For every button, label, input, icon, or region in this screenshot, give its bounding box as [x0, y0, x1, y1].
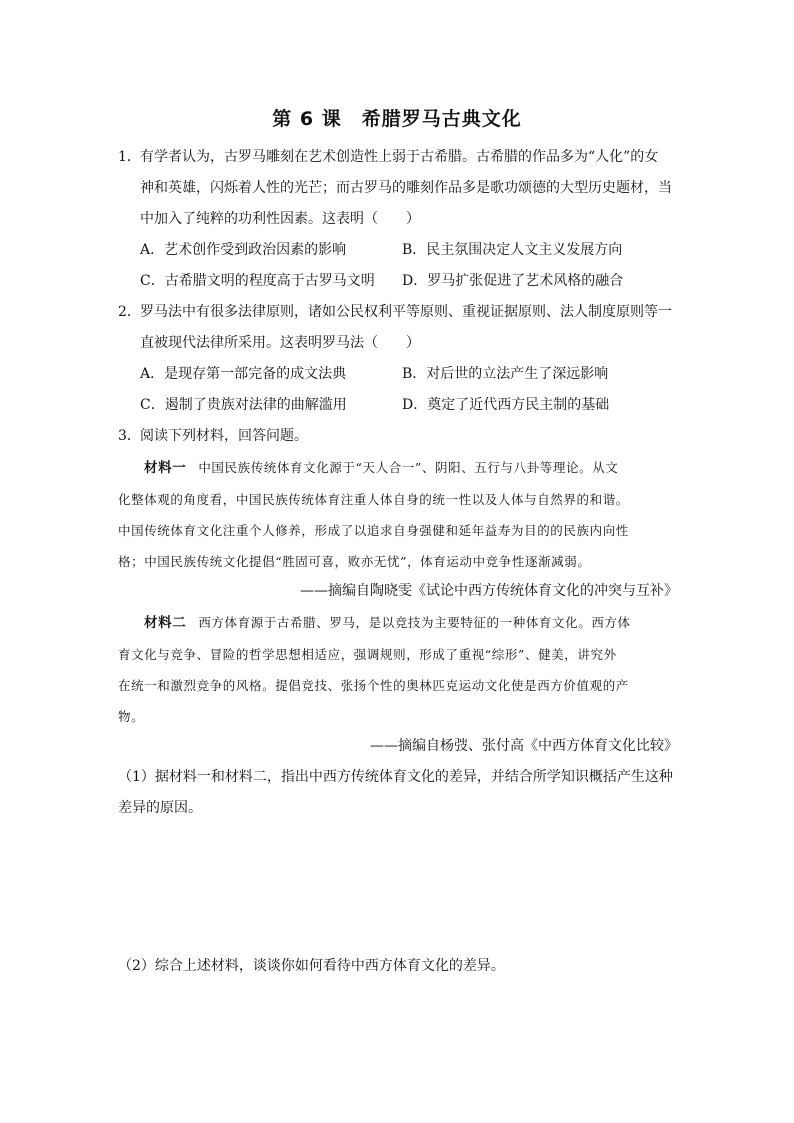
material-1-line-4: 格；中国民族传统文化提倡“胜固可喜，败亦无忧”，体育运动中竞争性逐渐减弱。 [118, 554, 591, 569]
sub-question-2 [118, 951, 678, 982]
question-2-option-c[interactable]: C．遏制了贵族对法律的曲解滥用 [140, 397, 347, 413]
question-1-option-a[interactable]: A．艺术创作受到政治因素的影响 [140, 242, 347, 258]
page-title: 第 6 课 希腊罗马古典文化 [272, 108, 522, 130]
material-2-line-3: 在统一和激烈竞争的风格。提倡竞技、张扬个性的奥林匹克运动文化使是西方价值观的产 [118, 678, 629, 693]
material-2-source: ——摘编自杨弢、张付高《中西方体育文化比较》 [370, 738, 678, 754]
question-1 [118, 142, 678, 235]
material-1-label: 材料一 [144, 460, 187, 476]
material-2 [118, 607, 678, 732]
sub-question-1-line-1: （1）据材料一和材料二，指出中西方传统体育文化的差异，并结合所学知识概括产生这种 [118, 769, 673, 785]
question-1-option-b[interactable]: B．民主氛围决定人文主义发展方向 [402, 242, 623, 258]
question-2-number: 2． [118, 304, 141, 320]
question-2 [118, 297, 678, 359]
question-2-stem-line-1: 2．罗马法中有很多法律原则，诸如公民权利平等原则、重视证据原则、法人制度原则等一 [118, 297, 678, 328]
material-1 [118, 452, 678, 577]
sub-question-1 [118, 762, 678, 824]
sub-question-2-line-1: （2）综合上述材料，谈谈你如何看待中西方体育文化的差异。 [118, 958, 505, 974]
sub-question-1-line-2: 差异的原因。 [118, 800, 202, 816]
question-2-option-a[interactable]: A．是现存第一部完备的成文法典 [140, 366, 347, 382]
question-1-number: 1． [118, 149, 141, 165]
question-3-number: 3． [118, 428, 141, 444]
material-1-source: ——摘编自陶晓雯《试论中西方传统体育文化的冲突与互补》 [300, 583, 678, 599]
question-1-stem-line-3: 中加入了纯粹的功利性因素。这表明（ ） [140, 211, 420, 227]
material-1-line-3: 中国传统体育文化注重个人修养，形成了以追求自身强健和延年益寿为目的的民族内向性 [118, 523, 629, 538]
question-3 [118, 421, 678, 452]
question-1-stem-line-1: 1．有学者认为，古罗马雕刻在艺术创造性上弱于古希腊。古希腊的作品多为“人化”的女 [118, 142, 678, 173]
material-1-line-1: 材料一 中国民族传统体育文化源于“天人合一”、阴阳、五行与八卦等理论。从文 [144, 460, 619, 476]
material-1-line-2: 化整体观的角度看，中国民族传统体育注重人体自身的统一性以及人体与自然界的和谐。 [118, 492, 629, 507]
question-2-stem-line-2: 直被现代法律所采用。这表明罗马法（ ） [140, 335, 420, 351]
material-2-label: 材料二 [144, 615, 187, 631]
material-2-line-1: 材料二 西方体育源于古希腊、罗马，是以竞技为主要特征的一种体育文化。西方体 [144, 615, 631, 631]
question-1-option-d[interactable]: D．罗马扩张促进了艺术风格的融合 [402, 273, 624, 289]
question-2-option-d[interactable]: D．奠定了近代西方民主制的基础 [402, 397, 610, 413]
material-2-line-4: 物。 [118, 709, 145, 724]
question-3-stem: 3．阅读下列材料，回答问题。 [118, 421, 678, 452]
question-1-stem-line-2: 神和英雄，闪烁着人性的光芒；而古罗马的雕刻作品多是歌功颂德的大型历史题材，当 [140, 180, 672, 196]
question-2-option-b[interactable]: B．对后世的立法产生了深远影响 [402, 366, 609, 382]
material-2-line-2: 育文化与竞争、冒险的哲学思想相适应，强调规则，形成了重视“综形”、健美，讲究外 [118, 647, 617, 662]
question-1-option-c[interactable]: C．古希腊文明的程度高于古罗马文明 [140, 273, 375, 289]
